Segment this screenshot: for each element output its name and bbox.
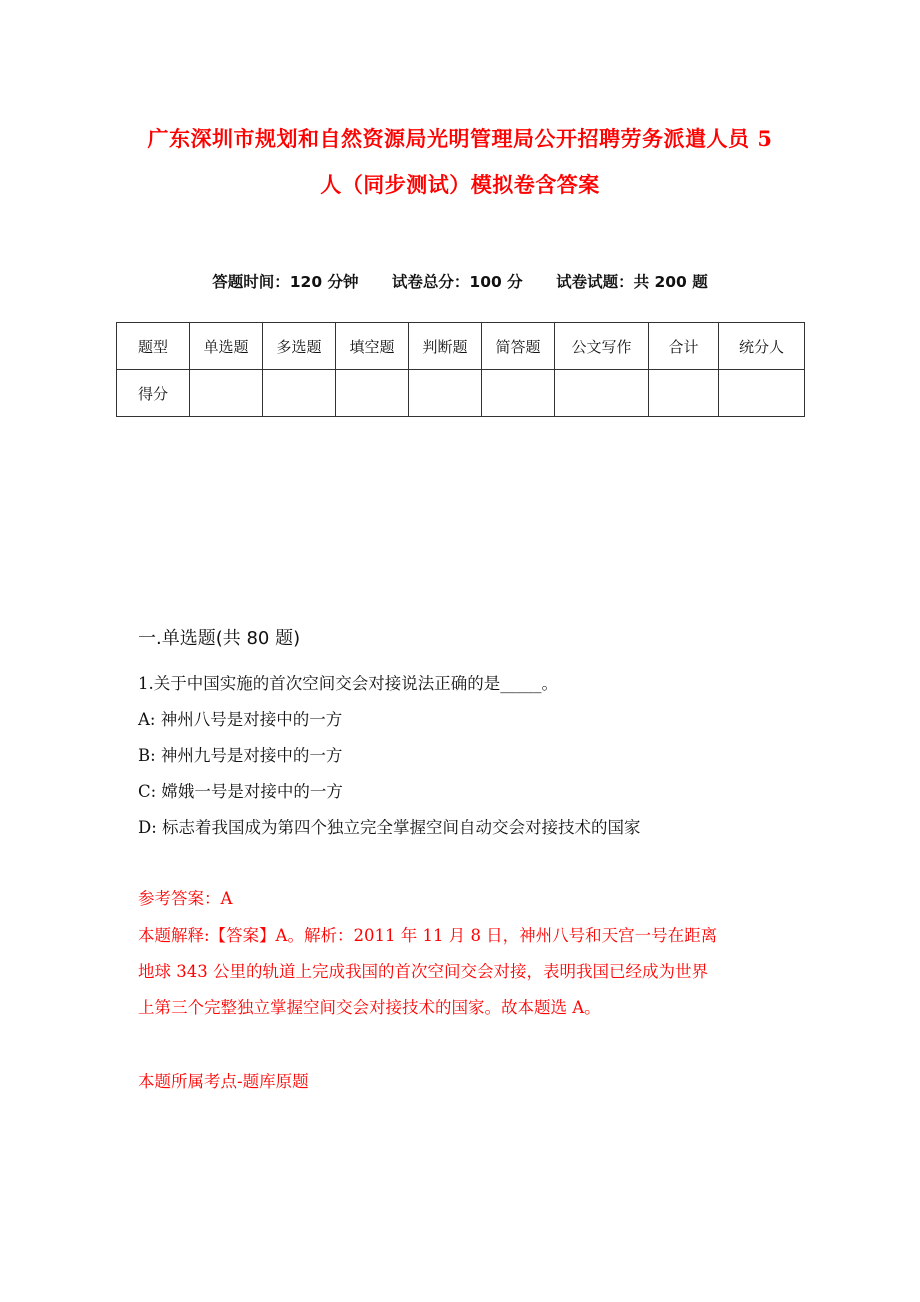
document-title-line-1: 广东深圳市规划和自然资源局光明管理局公开招聘劳务派遣人员 5 [147, 126, 773, 151]
exam-question-count: 试卷试题：共 200 题 [556, 273, 708, 291]
score-header-cell: 公文写作 [555, 323, 649, 370]
score-cell [482, 370, 555, 417]
score-cell [719, 370, 805, 417]
explanation-line: 上第三个完整独立掌握空间交会对接技术的国家。故本题选 A。 [138, 998, 601, 1017]
score-header-cell: 单选题 [190, 323, 263, 370]
exam-total-score: 试卷总分：100 分 [391, 273, 523, 291]
score-cell [190, 370, 263, 417]
score-row-label: 得分 [117, 370, 190, 417]
option-a: A: 神州八号是对接中的一方 [138, 710, 343, 729]
section-title: 一.单选题(共 80 题) [138, 628, 301, 649]
score-header-cell: 填空题 [336, 323, 409, 370]
score-table [116, 322, 805, 417]
exam-time: 答题时间：120 分钟 [212, 273, 359, 291]
reference-answer: 参考答案：A [138, 889, 233, 908]
score-header-cell: 多选题 [263, 323, 336, 370]
score-cell [409, 370, 482, 417]
score-header-cell: 简答题 [482, 323, 555, 370]
score-header-cell: 题型 [117, 323, 190, 370]
explanation-line: 地球 343 公里的轨道上完成我国的首次空间交会对接，表明我国已经成为世界 [138, 962, 708, 981]
score-table-header-row [117, 323, 805, 370]
option-c: C: 嫦娥一号是对接中的一方 [138, 782, 343, 801]
document-title-line-2: 人（同步测试）模拟卷含答案 [320, 172, 600, 197]
score-header-cell: 合计 [649, 323, 719, 370]
topic-note: 本题所属考点-题库原题 [138, 1072, 309, 1091]
score-cell [336, 370, 409, 417]
option-d: D: 标志着我国成为第四个独立完全掌握空间自动交会对接技术的国家 [138, 818, 641, 837]
exam-meta [0, 270, 920, 292]
score-cell [555, 370, 649, 417]
score-cell [649, 370, 719, 417]
score-header-cell: 判断题 [409, 323, 482, 370]
option-b: B: 神州九号是对接中的一方 [138, 746, 343, 765]
score-header-cell: 统分人 [719, 323, 805, 370]
explanation-line: 本题解释:【答案】A。解析：2011 年 11 月 8 日，神州八号和天宫一号在距离 [138, 926, 718, 945]
score-cell [263, 370, 336, 417]
score-table-row [117, 370, 805, 417]
question-stem: 1.关于中国实施的首次空间交会对接说法正确的是_____。 [138, 674, 558, 693]
